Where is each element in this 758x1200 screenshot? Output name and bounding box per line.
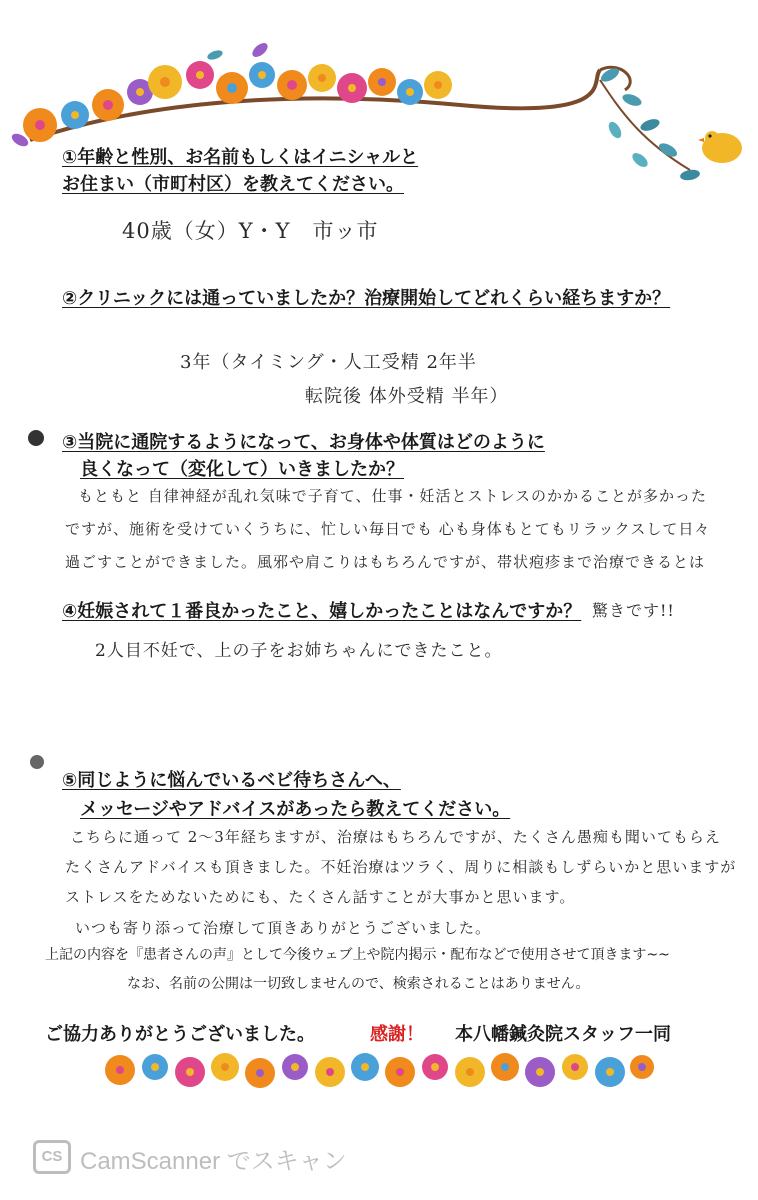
answer-2-line-2: 転院後 体外受精 半年） (305, 386, 509, 407)
answer-2-line-1: 3年（タイミング・人工受精 2年半 (180, 352, 477, 373)
answer-5-line-1: こちらに通って 2〜3年経ちますが、治療はもちろんですが、たくさん愚痴も聞いてもらえ (70, 828, 721, 846)
question-1-line-1: ①年齢と性別、お名前もしくはイニシャルと (62, 147, 419, 168)
question-3-line-1: ③当院に通院するようになって、お身体や体質はどのように (62, 432, 545, 453)
question-3-line-2: 良くなって（変化して）いきましたか？ (80, 459, 404, 480)
kansha-label: 感謝！ (370, 1024, 424, 1045)
question-5-line-2: メッセージやアドバイスがあったら教えてください。 (80, 799, 511, 820)
answer-3-line-3: 過ごすことができました。風邪や肩こりはもちろんですが、帯状疱疹まで治療できるとは (65, 553, 706, 571)
question-1-line-2: お住まい（市町村区）を教えてください。 (62, 174, 404, 195)
answer-3-line-1: もともと 自律神経が乱れ気味で子育て、仕事・妊活とストレスのかかることが多かった (78, 487, 708, 505)
floral-garland-bottom (100, 1045, 660, 1095)
answer-4: 2人目不妊で、上の子をお姉ちゃんにできたこと。 (95, 641, 503, 661)
question-2: ②クリニックには通っていましたか？治療開始してどれくらい経ちますか？ (62, 288, 671, 309)
camscanner-watermark: CamScanner でスキャン (80, 1148, 347, 1175)
question-4: ④妊娠されて１番良かったこと、嬉しかったことはなんですか？ (62, 601, 582, 622)
answer-5-line-3: ストレスをためないためにも、たくさん話すことが大事かと思います。 (65, 888, 576, 906)
hole-punch-mark (28, 430, 44, 446)
answer-3-line-4: 驚きです!! (592, 601, 675, 620)
hole-punch-mark-2 (30, 755, 44, 769)
answer-3-line-2: ですが、施術を受けていくうちに、忙しい毎日でも 心も身体もとてもリラックスして日々 (65, 520, 711, 538)
answer-5-line-2: たくさんアドバイスも頂きました。不妊治療はツラく、周りに相談もしずらいかと思いますが (65, 858, 737, 876)
camscanner-logo-icon: CS (33, 1140, 71, 1174)
staff-signature: 本八幡鍼灸院スタッフ一同 (455, 1024, 671, 1045)
usage-notice-line-2: なお、名前の公開は一切致しませんので、検索されることはありません。 (127, 976, 590, 992)
question-5-line-1: ⑤同じように悩んでいるベビ待ちさんへ、 (62, 770, 401, 791)
answer-5-line-4: いつも寄り添って治療して頂きありがとうございました。 (75, 919, 492, 937)
usage-notice-line-1: 上記の内容を『患者さんの声』として今後ウェブ上や院内掲示・配布などで使用させて頂きます~~ (45, 947, 670, 963)
answer-1: 40歳（女）Y・Y 市ッ市 (122, 219, 379, 243)
thanks-message: ご協力ありがとうございました。 (45, 1024, 315, 1045)
